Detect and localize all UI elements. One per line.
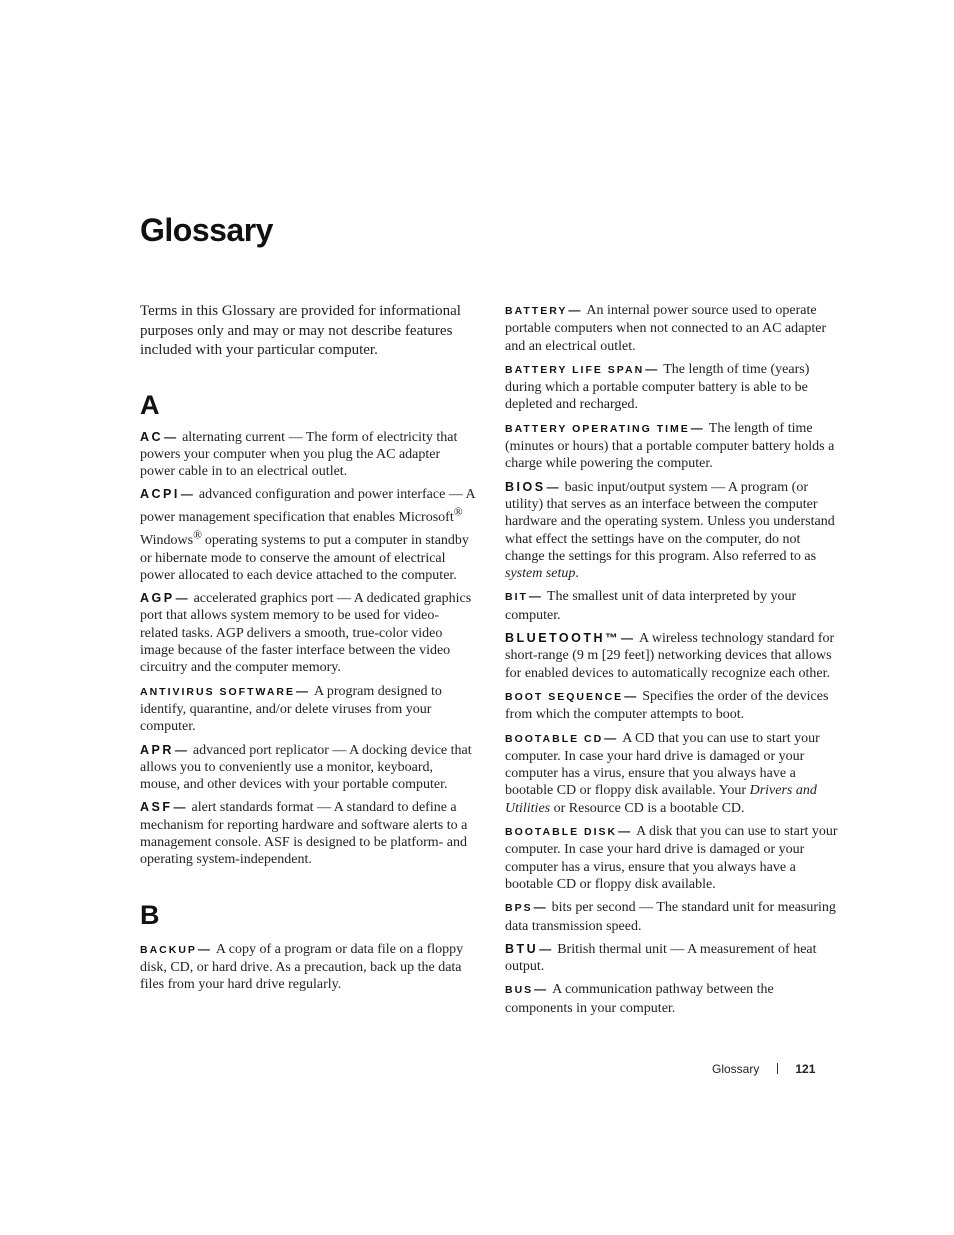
definition-text: . [575, 566, 579, 582]
section-letter-a: A [140, 389, 160, 420]
term-battery-life-span: BATTERY LIFE SPAN [505, 363, 645, 376]
definition-btu: British thermal unit — A measurement of heat output. [505, 941, 817, 975]
definition-backup: A copy of a program or data file on a floppy disk, CD, or hard drive. As a precaution, back up the data files from your hard drive regularly. [140, 941, 464, 993]
separator: — [621, 631, 634, 646]
term-btu: BTU [505, 941, 539, 956]
definition-text: advanced configuration and power interface — A power management specification that enables Microsoft [140, 487, 475, 526]
term-bps: BPS [505, 902, 533, 915]
right-column [505, 302, 841, 1023]
registered-mark: ® [193, 528, 205, 542]
separator: — [539, 941, 552, 956]
separator: — [175, 591, 188, 606]
registered-mark: ® [453, 505, 463, 519]
definition-acpi [140, 487, 475, 583]
definition-text: operating systems to put a computer in standby or hibernate mode to conserve the amount of electrical power allocated to each device attached to the computer. [140, 533, 469, 583]
glossary-entry-acpi [140, 486, 476, 584]
glossary-entry-battery-life-span [505, 361, 841, 414]
glossary-entry-ac [140, 429, 476, 481]
separator: — [604, 730, 617, 745]
term-battery: BATTERY [505, 305, 568, 317]
term-boot-sequence: BOOT SEQUENCE [505, 690, 624, 703]
definition-text: Windows [140, 533, 194, 549]
term-bootable-disk: BOOTABLE DISK [505, 826, 618, 839]
separator: — [546, 479, 559, 494]
separator: — [533, 900, 546, 915]
glossary-entry-backup [140, 941, 476, 994]
separator: — [173, 800, 186, 815]
definition-emphasis: system setup [505, 566, 576, 582]
definition-bios [505, 480, 835, 581]
definition-boot-sequence: Specifies the order of the devices from which the computer attempts to boot. [505, 688, 829, 723]
separator: — [174, 742, 187, 757]
term-antivirus-software: ANTIVIRUS SOFTWARE [140, 685, 296, 698]
footer-section-name: Glossary [712, 1062, 760, 1076]
term-bios: BIOS [505, 479, 546, 494]
page-number: 121 [795, 1062, 816, 1076]
page-title: Glossary [140, 212, 273, 248]
glossary-entry-bios [505, 479, 841, 583]
footer-divider [777, 1063, 778, 1074]
definition-text: or Resource CD is a bootable CD. [550, 800, 745, 816]
separator: — [568, 303, 581, 317]
separator: — [197, 941, 210, 956]
section-letter-b: B [140, 899, 160, 930]
glossary-entry-bus [505, 981, 841, 1017]
term-bluetooth: BLUETOOTH™ [505, 631, 621, 646]
glossary-entry-boot-sequence [505, 688, 841, 724]
glossary-entry-bit [505, 588, 841, 624]
glossary-entry-bootable-cd [505, 730, 841, 817]
glossary-entry-battery [505, 302, 841, 355]
glossary-entry-btu [505, 941, 841, 976]
glossary-entry-battery-operating-time [505, 420, 841, 473]
definition-text: basic input/output system — A program (or utility) that serves as an interface between the computer hardware and the operating system. Unless you understand what effect the settings have on the computer, do not change the settings for this program. Also referred to as [505, 479, 835, 564]
intro-paragraph: Terms in this Glossary are provided for informational purposes only and may or may not describe features included with your particular computer. [140, 303, 461, 358]
glossary-entry-bluetooth [505, 630, 841, 682]
term-asf: ASF [140, 800, 173, 815]
definition-bit: The smallest unit of data interpreted by your computer. [505, 589, 797, 623]
definition-asf: alert standards format — A standard to define a mechanism for reporting hardware and software alerts to a management console. ASF is designed to be platform- and operating system-independent. [140, 800, 468, 868]
definition-bus: A communication pathway between the components in your computer. [505, 982, 774, 1016]
glossary-entry-bootable-disk [505, 823, 841, 893]
separator: — [690, 420, 703, 435]
definition-agp: accelerated graphics port — A dedicated graphics port that allows system memory to be used for video-related tasks. AGP delivers a smooth, true-color video image because of the faster interface between the video circuitry and the computer memory. [140, 591, 472, 676]
glossary-entry-antivirus-software [140, 683, 476, 736]
glossary-entry-asf [140, 799, 476, 868]
definition-apr: advanced port replicator — A docking device that allows you to conveniently use a monitor, keyboard, mouse, and other devices with your portable computer. [140, 742, 472, 793]
term-backup: BACKUP [140, 943, 197, 956]
term-apr: APR [140, 742, 174, 757]
definition-battery-life-span: The length of time (years) during which a portable computer battery is able to be depleted and recharged. [505, 361, 810, 413]
left-column [140, 302, 476, 1000]
separator: — [528, 589, 541, 604]
definition-bps: bits per second — The standard unit for measuring data transmission speed. [505, 900, 836, 934]
definition-bootable-disk: A disk that you can use to start your computer. In case your hard drive is damaged or your computer has a virus, ensure that you always have a bootable CD or floppy disk available. [505, 824, 838, 892]
term-acpi: ACPI [140, 487, 180, 502]
definition-emphasis: Drivers and Utilities [505, 783, 817, 816]
separator: — [618, 824, 631, 839]
term-bit: BIT [505, 591, 528, 604]
term-battery-operating-time: BATTERY OPERATING TIME [505, 422, 690, 435]
glossary-entry-bps [505, 899, 841, 935]
glossary-entry-agp [140, 590, 476, 676]
separator: — [624, 688, 637, 703]
definition-bluetooth: A wireless technology standard for short-range (9 m [29 feet]) networking devices that allows for enabled devices to automatically recognize each other. [505, 631, 835, 681]
separator: — [534, 982, 547, 997]
separator: — [645, 361, 658, 376]
term-ac: AC [140, 429, 164, 444]
definition-antivirus-software: A program designed to identify, quarantine, and/or delete viruses from your computer. [140, 683, 442, 735]
separator: — [164, 429, 177, 444]
term-agp: AGP [140, 591, 175, 606]
definition-battery-operating-time: The length of time (minutes or hours) that a portable computer battery holds a charge while powering the computer. [505, 420, 835, 472]
definition-battery: An internal power source used to operate portable computers when not connected to an AC adapter and an electrical outlet. [505, 303, 827, 354]
definition-ac: alternating current — The form of electricity that powers your computer when you plug the AC adapter power cable in to an electrical outlet. [140, 429, 458, 480]
separator: — [180, 487, 193, 502]
definition-text: A CD that you can use to start your computer. In case your hard drive is damaged or your computer has a virus, ensure that you always have a bootable CD or floppy disk available. Your [505, 730, 820, 799]
term-bus: BUS [505, 984, 534, 997]
page-footer [712, 1062, 815, 1076]
separator: — [296, 683, 309, 698]
glossary-entry-apr [140, 742, 476, 794]
term-bootable-cd: BOOTABLE CD [505, 732, 604, 745]
